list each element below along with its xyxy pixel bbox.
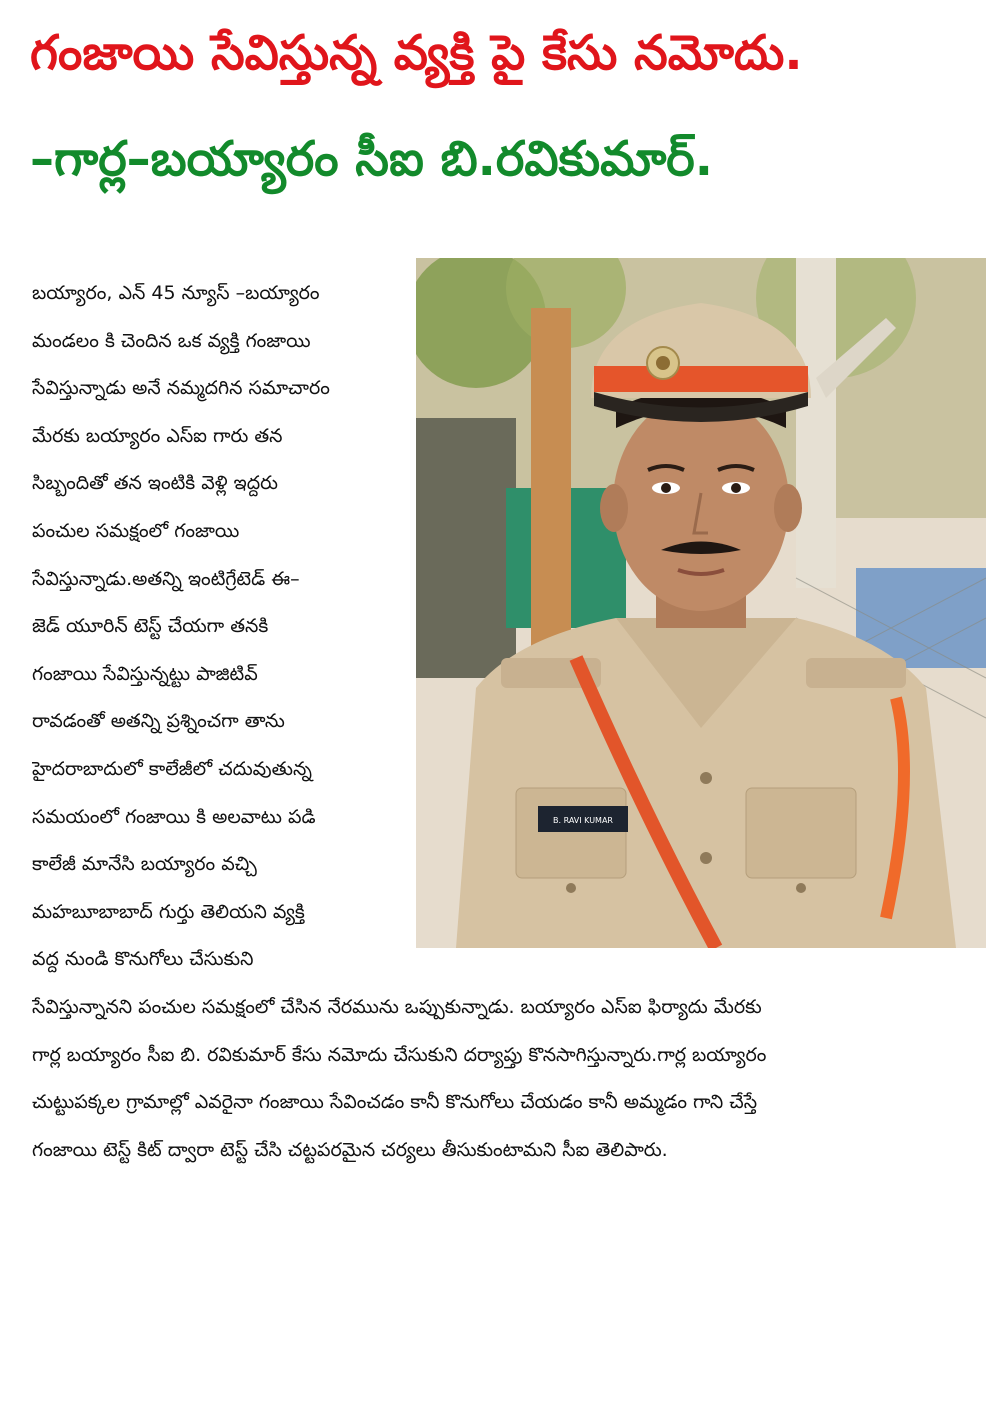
article-line: రావడంతో అతన్ని ప్రశ్నించగా తాను: [32, 710, 285, 733]
article-line: మేరకు బయ్యారం ఎస్ఐ గారు తన: [32, 424, 283, 447]
article-line: సేవిస్తున్నానని పంచుల సమక్షంలో చేసిన నేరమును ఒప్పుకున్నాడు. బయ్యారం ఎస్ఐ ఫిర్యాదు మేరకు: [32, 996, 762, 1018]
article-line: పంచుల సమక్షంలో గంజాయి: [32, 519, 240, 542]
headline-line-1: గంజాయి సేవిస్తున్న వ్యక్తి పై కేసు నమోదు.: [30, 25, 803, 81]
article-line: కాలేజీ మానేసి బయ్యారం వచ్చి: [32, 853, 257, 876]
article-line: గార్ల బయ్యారం సీఐ బి. రవికుమార్ కేసు నమోదు చేసుకుని దర్యాప్తు కొనసాగిస్తున్నారు.గార్ల బయ్యారం: [32, 1043, 767, 1066]
article-line: వద్ద నుండి కొనుగోలు చేసుకుని: [32, 948, 254, 971]
article-line: గంజాయి టెస్ట్ కిట్ ద్వారా టెస్ట్ చేసి చట్టపరమైన చర్యలు తీసుకుంటామని సీఐ తెలిపారు.: [32, 1138, 668, 1161]
article-line: గంజాయి సేవిస్తున్నట్టు పాజిటివ్: [32, 662, 258, 685]
headline-line-2: –గార్ల–బయ్యారం సీఐ బి.రవికుమార్.: [30, 131, 713, 187]
article-line: మండలం కి చెందిన ఒక వ్యక్తి గంజాయి: [32, 329, 311, 352]
article-line: సమయంలో గంజాయి కి అలవాటు పడి: [32, 805, 316, 828]
article-line: సిబ్బందితో తన ఇంటికి వెళ్లి ఇద్దరు: [32, 472, 278, 495]
article-line: చుట్టుపక్కల గ్రామాల్లో ఎవరైనా గంజాయి సేవించడం కానీ కొనుగోలు చేయడం కానీ అమ్మడం గాని చేస్తే: [32, 1091, 758, 1114]
article-line: బయ్యారం, ఎన్ 45 న్యూస్ –బయ్యారం: [32, 282, 320, 304]
article-column-text: [32, 270, 404, 984]
name-tag-text: B. RAVI KUMAR: [553, 816, 613, 825]
article-line: సేవిస్తున్నాడు.అతన్ని ఇంటిగ్రేటెడ్ ఈ–: [32, 567, 300, 590]
officer-photo: [416, 258, 986, 948]
article-line: హైదరాబాదులో కాలేజీలో చదువుతున్న: [32, 757, 312, 780]
article-line: మహబూబాబాద్ గుర్తు తెలియని వ్యక్తి: [32, 900, 305, 923]
article-full-width-text: [32, 984, 976, 1174]
article-line: జెడ్ యూరిన్ టెస్ట్ చేయగా తనకి: [32, 615, 269, 638]
article-line: సేవిస్తున్నాడు అనే నమ్మదగిన సమాచారం: [32, 377, 330, 400]
